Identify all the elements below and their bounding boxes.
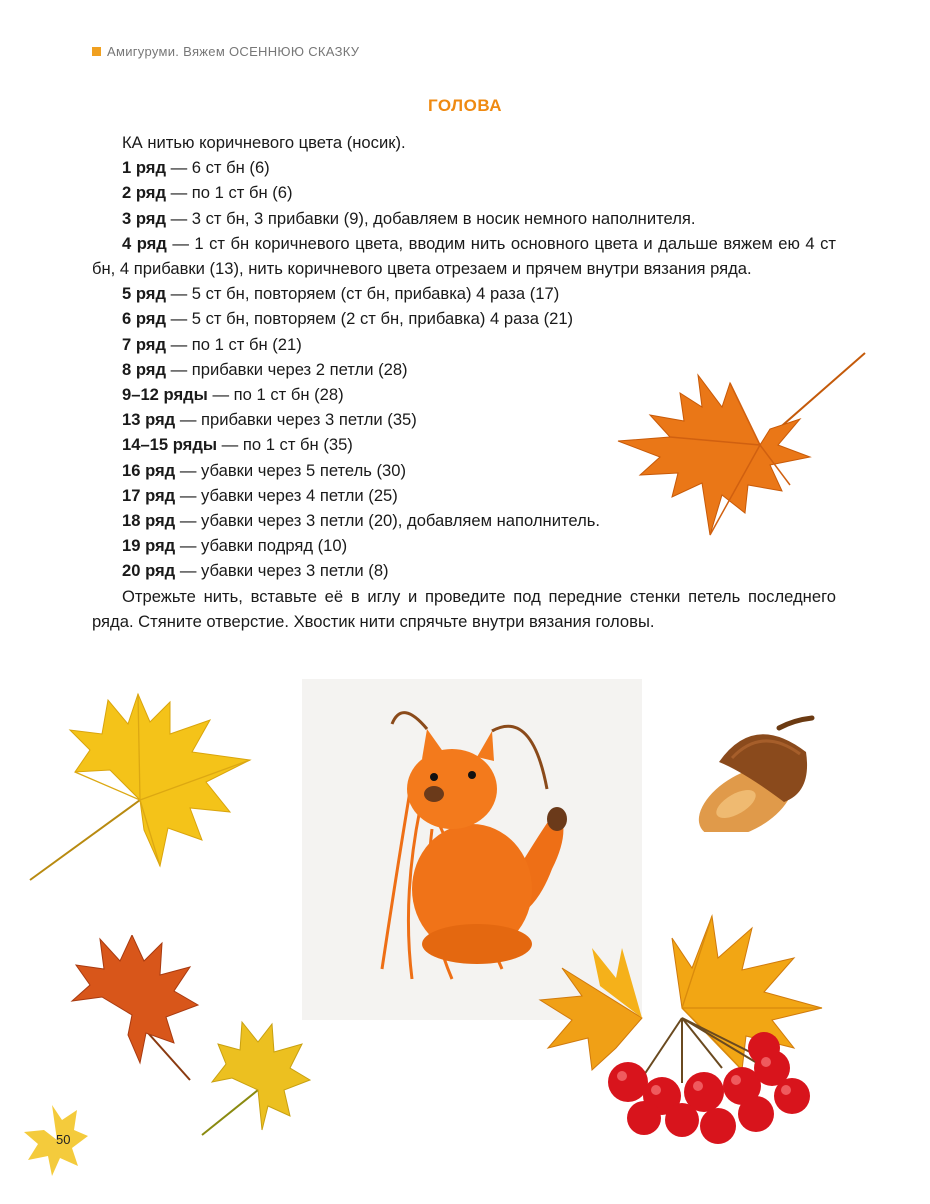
- row-label: 20 ряд: [122, 561, 176, 581]
- pattern-row: [92, 155, 836, 180]
- row-text: — 3 ст бн, 3 прибавки (9), добавляем в носик немного наполнителя.: [165, 208, 696, 228]
- row-label: 18 ряд: [122, 511, 176, 531]
- row-text: — прибавки через 2 петли (28): [165, 359, 408, 379]
- pattern-row: [92, 306, 836, 331]
- row-label: 6 ряд: [122, 309, 166, 329]
- row-text: — убавки через 5 петель (30): [175, 460, 407, 480]
- section-title: ГОЛОВА: [427, 96, 503, 115]
- row-text: — по 1 ст бн (21): [165, 334, 302, 354]
- row-text: — убавки через 3 петли (20), добавляем наполнитель.: [175, 511, 601, 531]
- row-text: — 6 ст бн (6): [165, 158, 270, 178]
- row-text: — по 1 ст бн (35): [217, 435, 353, 455]
- row-label: 17 ряд: [122, 485, 176, 505]
- small-orange-maple-leaf-illustration: [62, 935, 202, 1085]
- running-title: Амигуруми. Вяжем ОСЕННЮЮ СКАЗКУ: [107, 44, 360, 59]
- closing-paragraph: Отрежьте нить, вставьте её в иглу и проведите под передние стенки петель последнего ряда. Стяните отверстие. Хвостик нити спрячьте внутри вязания головы.: [92, 586, 836, 631]
- pattern-row: [92, 206, 836, 231]
- row-text: — убавки через 3 петли (8): [175, 561, 389, 581]
- small-yellow-maple-leaf-illustration: [198, 1020, 313, 1140]
- row-label: 16 ряд: [122, 460, 176, 480]
- page-number: 50: [56, 1132, 71, 1147]
- row-label: 7 ряд: [122, 334, 166, 354]
- pattern-row: [92, 558, 836, 583]
- rowan-berries-and-leaves-illustration: [532, 908, 832, 1148]
- pattern-row: [92, 180, 836, 205]
- row-text: — 1 ст бн коричневого цвета, вводим нить основного цвета и дальше вяжем ею 4 ст бн, 4 прибавки (13), нить коричневого цвета отрезаем и прячем внутри вязания ряда.: [92, 233, 836, 279]
- row-text: — убавки подряд (10): [175, 536, 348, 556]
- orange-maple-leaf-illustration: [610, 345, 870, 545]
- header-marker-square: [92, 47, 101, 56]
- row-label: 4 ряд: [122, 233, 167, 253]
- running-head: [92, 44, 359, 59]
- intro-paragraph: КА нитью коричневого цвета (носик).: [122, 133, 406, 152]
- row-label: 1 ряд: [122, 158, 166, 178]
- row-text: — 5 ст бн, повторяем (2 ст бн, прибавка) 4 раза (21): [165, 309, 574, 329]
- row-label: 13 ряд: [122, 410, 176, 430]
- row-text: — по 1 ст бн (6): [165, 183, 293, 203]
- row-text: — по 1 ст бн (28): [207, 385, 344, 405]
- row-text: — прибавки через 3 петли (35): [175, 410, 417, 430]
- yellow-maple-leaf-illustration: [20, 690, 260, 890]
- row-label: 3 ряд: [122, 208, 166, 228]
- row-label: 8 ряд: [122, 359, 166, 379]
- pattern-row: [92, 231, 836, 281]
- row-text: — убавки через 4 петли (25): [175, 485, 398, 505]
- row-label: 5 ряд: [122, 284, 166, 304]
- pattern-row: [92, 281, 836, 306]
- acorn-illustration: [684, 712, 824, 832]
- row-label: 2 ряд: [122, 183, 166, 203]
- row-label: 14–15 ряды: [122, 435, 218, 455]
- row-label: 9–12 ряды: [122, 385, 208, 405]
- row-text: — 5 ст бн, повторяем (ст бн, прибавка) 4 раза (17): [165, 284, 560, 304]
- row-label: 19 ряд: [122, 536, 176, 556]
